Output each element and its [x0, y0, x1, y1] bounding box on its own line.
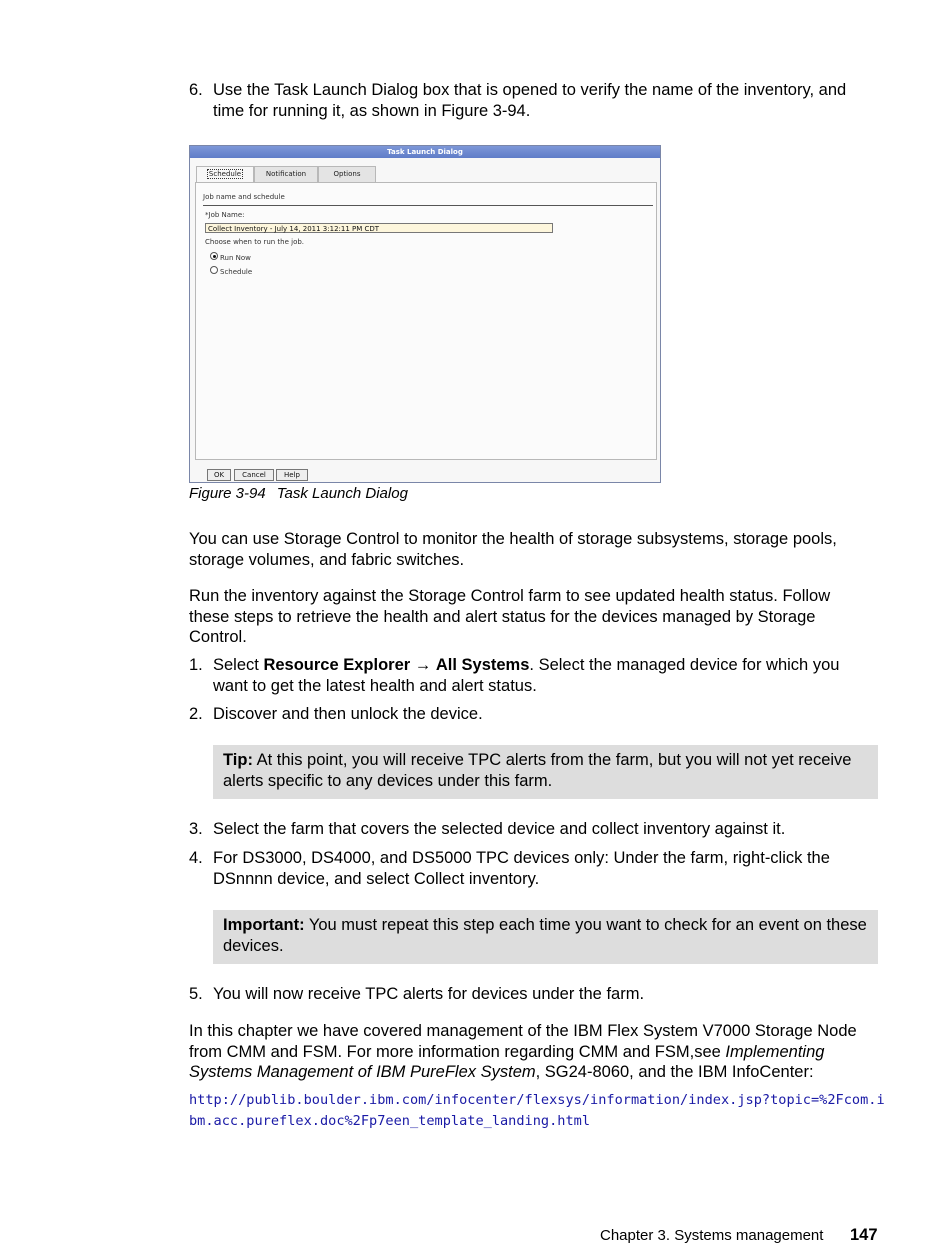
schedule-panel: [195, 182, 657, 460]
important-label: Important:: [223, 916, 305, 934]
tip-label: Tip:: [223, 751, 253, 769]
infocenter-link[interactable]: http://publib.boulder.ibm.com/infocenter/flexsys/information/index.jsp?topic=%2Fcom.ibm.acc.pureflex.doc%2Fp7een_template_landing.html: [189, 1092, 885, 1129]
book-title: Implementing Systems Management of IBM PureFlex System: [189, 1042, 825, 1081]
step-number: 5.: [189, 985, 203, 1003]
cancel-button[interactable]: Cancel: [234, 469, 274, 481]
figure-title: Task Launch Dialog: [276, 485, 408, 502]
step-text: Discover and then unlock the device.: [213, 705, 483, 723]
step-number: 4.: [189, 849, 203, 867]
step-number: 1.: [189, 656, 203, 674]
figure-number: Figure 3-94: [189, 485, 266, 502]
step-text: Select Resource Explorer → All Systems. Select the managed device for which you want to get the latest health and alert status.: [213, 656, 840, 695]
dialog-title: Task Launch Dialog: [190, 146, 660, 158]
job-name-label: *Job Name:: [205, 211, 245, 219]
page-number: 147: [850, 1226, 878, 1244]
schedule-label: Schedule: [220, 268, 253, 276]
paragraph-chapter-summary: In this chapter we have covered management of the IBM Flex System V7000 Storage Node from CMM and FSM. For more information regarding CMM and FSM,see Implementing Systems Management of IBM PureFlex System, SG24-8060, and the IBM InfoCenter:: [189, 1022, 857, 1081]
paragraph-storage-control: You can use Storage Control to monitor the health of storage subsystems, storage pools, storage volumes, and fabric switches.: [189, 530, 837, 569]
help-button[interactable]: Help: [276, 469, 308, 481]
run-now-radio[interactable]: [210, 252, 218, 260]
tip-text: At this point, you will receive TPC alerts from the farm, but you will not yet receive alerts specific to any devices under this farm.: [223, 751, 852, 790]
menu-all-systems: All Systems: [435, 656, 530, 674]
step-text: You will now receive TPC alerts for devices under the farm.: [213, 985, 645, 1003]
tip-box: [213, 745, 878, 799]
figure-caption: [189, 485, 408, 502]
footer-chapter: Chapter 3. Systems management: [600, 1227, 824, 1244]
task-launch-dialog-screenshot: [189, 145, 661, 483]
important-text: You must repeat this step each time you want to check for an event on these devices.: [223, 916, 867, 955]
step-text: Select the farm that covers the selected device and collect inventory against it.: [213, 820, 786, 838]
schedule-radio[interactable]: [210, 266, 218, 274]
job-name-input[interactable]: Collect Inventory - July 14, 2011 3:12:11 PM CDT: [205, 223, 553, 233]
step-number: 2.: [189, 705, 203, 723]
paragraph-run-inventory: Run the inventory against the Storage Control farm to see updated health status. Follow these steps to retrieve the health and alert status for the devices managed by Storage Control.: [189, 587, 831, 646]
tab-schedule[interactable]: Schedule: [196, 166, 254, 182]
tab-options[interactable]: Options: [318, 166, 376, 182]
choose-when-label: Choose when to run the job.: [205, 238, 305, 246]
important-box: [213, 910, 878, 964]
section-heading: Job name and schedule: [203, 193, 285, 201]
step-number: 3.: [189, 820, 203, 838]
step-number: 6.: [189, 81, 203, 99]
tab-notification[interactable]: Notification: [254, 166, 318, 182]
step-text: Use the Task Launch Dialog box that is opened to verify the name of the inventory, and time for running it, as shown in Figure 3-94.: [213, 81, 847, 120]
ok-button[interactable]: OK: [207, 469, 231, 481]
menu-resource-explorer: Resource Explorer: [263, 656, 411, 674]
section-divider: [203, 205, 653, 206]
run-now-label: Run Now: [220, 254, 251, 262]
step-text: For DS3000, DS4000, and DS5000 TPC devices only: Under the farm, right-click the DSnnnn device, and select Collect inventory.: [213, 849, 830, 888]
